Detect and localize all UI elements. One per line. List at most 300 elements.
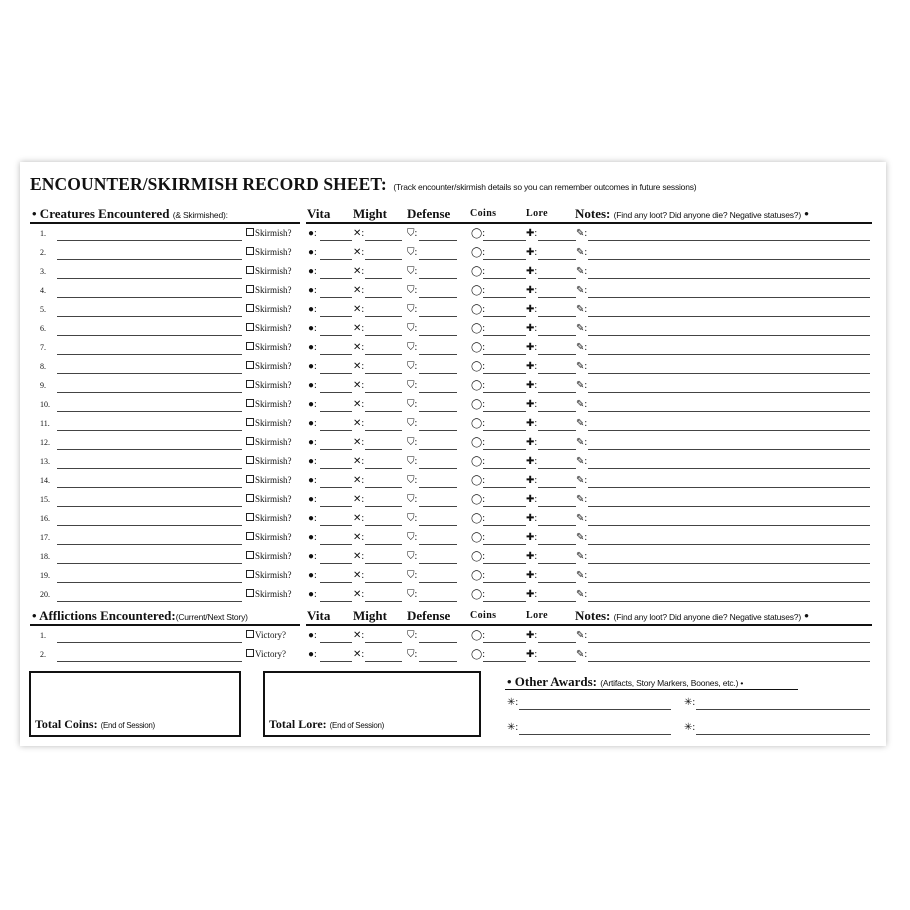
checkbox-label: Skirmish? bbox=[255, 532, 292, 542]
cross-icon: ✚: bbox=[526, 589, 538, 600]
defense-line bbox=[419, 316, 457, 317]
name-field[interactable] bbox=[57, 582, 242, 583]
shield-icon: ⛉: bbox=[407, 285, 418, 296]
might-line bbox=[365, 411, 402, 412]
row-number: 10. bbox=[40, 400, 50, 409]
skirmish-checkbox[interactable] bbox=[246, 513, 292, 523]
vita-line bbox=[320, 430, 352, 431]
cross-icon: ✚: bbox=[526, 380, 538, 391]
coin-icon: ◯: bbox=[471, 513, 485, 524]
cross-icon: ✚: bbox=[526, 285, 538, 296]
might-line bbox=[365, 468, 402, 469]
checkbox-label: Skirmish? bbox=[255, 266, 292, 276]
cross-icon: ✚: bbox=[526, 475, 538, 486]
creatures-header-note: (& Skirmished): bbox=[172, 210, 228, 220]
total-coins-text: Total Coins: bbox=[35, 717, 98, 731]
drop-icon: ●: bbox=[308, 475, 317, 486]
defense-line bbox=[419, 642, 457, 643]
drop-icon: ●: bbox=[308, 228, 317, 239]
lore-line bbox=[538, 297, 576, 298]
crossed-swords-icon: ✕: bbox=[353, 228, 365, 239]
row-number: 20. bbox=[40, 590, 50, 599]
creature-row bbox=[20, 283, 886, 302]
quill-icon: ✎: bbox=[576, 630, 588, 641]
shield-icon: ⛉: bbox=[407, 475, 418, 486]
checkbox-icon bbox=[246, 494, 254, 502]
checkbox-label: Skirmish? bbox=[255, 475, 292, 485]
cross-icon: ✚: bbox=[526, 570, 538, 581]
quill-icon: ✎: bbox=[576, 342, 588, 353]
name-field[interactable] bbox=[57, 297, 242, 298]
lore-line bbox=[538, 373, 576, 374]
afflictions-header-label: • Afflictions Encountered: bbox=[32, 608, 176, 623]
quill-icon: ✎: bbox=[576, 437, 588, 448]
checkbox-icon bbox=[246, 456, 254, 464]
quill-icon: ✎: bbox=[576, 532, 588, 543]
shield-icon: ⛉: bbox=[407, 456, 418, 467]
skirmish-checkbox[interactable] bbox=[246, 570, 292, 580]
shield-icon: ⛉: bbox=[407, 266, 418, 277]
checkbox-label: Victory? bbox=[255, 630, 286, 640]
defense-line bbox=[419, 506, 457, 507]
row-number: 2. bbox=[40, 650, 46, 659]
drop-icon: ●: bbox=[308, 361, 317, 372]
coin-icon: ◯: bbox=[471, 649, 485, 660]
might-line bbox=[365, 259, 402, 260]
cross-icon: ✚: bbox=[526, 399, 538, 410]
award-line bbox=[696, 734, 870, 735]
total-lore-note: (End of Session) bbox=[329, 721, 385, 730]
coins-line bbox=[483, 642, 526, 643]
notes-line bbox=[588, 240, 870, 241]
row-number: 16. bbox=[40, 514, 50, 523]
coin-icon: ◯: bbox=[471, 532, 485, 543]
notes-line bbox=[588, 335, 870, 336]
row-number: 1. bbox=[40, 631, 46, 640]
might-line bbox=[365, 601, 402, 602]
creature-row bbox=[20, 549, 886, 568]
crossed-swords-icon: ✕: bbox=[353, 456, 365, 467]
shield-icon: ⛉: bbox=[407, 323, 418, 334]
shield-icon: ⛉: bbox=[407, 589, 418, 600]
vita-line bbox=[320, 506, 352, 507]
coins-line bbox=[483, 430, 526, 431]
name-field[interactable] bbox=[57, 335, 242, 336]
quill-icon: ✎: bbox=[576, 475, 588, 486]
name-field[interactable] bbox=[57, 487, 242, 488]
checkbox-label: Skirmish? bbox=[255, 380, 292, 390]
checkbox-icon bbox=[246, 228, 254, 236]
cross-icon: ✚: bbox=[526, 551, 538, 562]
name-field[interactable] bbox=[57, 449, 242, 450]
coin-icon: ◯: bbox=[471, 456, 485, 467]
skirmish-checkbox[interactable] bbox=[246, 361, 292, 371]
defense-line bbox=[419, 582, 457, 583]
drop-icon: ●: bbox=[308, 532, 317, 543]
checkbox-icon bbox=[246, 551, 254, 559]
skirmish-checkbox[interactable] bbox=[246, 380, 292, 390]
crossed-swords-icon: ✕: bbox=[353, 323, 365, 334]
cross-icon: ✚: bbox=[526, 532, 538, 543]
coin-icon: ◯: bbox=[471, 418, 485, 429]
awards-header-label: • Other Awards: bbox=[507, 674, 598, 689]
drop-icon: ●: bbox=[308, 630, 317, 641]
coin-icon: ◯: bbox=[471, 551, 485, 562]
quill-icon: ✎: bbox=[576, 494, 588, 505]
might-line bbox=[365, 316, 402, 317]
quill-icon: ✎: bbox=[576, 323, 588, 334]
notes-line bbox=[588, 642, 870, 643]
might-line bbox=[365, 373, 402, 374]
award-line bbox=[519, 709, 671, 710]
name-field[interactable] bbox=[57, 316, 242, 317]
checkbox-icon bbox=[246, 513, 254, 521]
lore-line bbox=[538, 316, 576, 317]
notes-line bbox=[588, 373, 870, 374]
crossed-swords-icon: ✕: bbox=[353, 570, 365, 581]
coin-icon: ◯: bbox=[471, 475, 485, 486]
crossed-swords-icon: ✕: bbox=[353, 266, 365, 277]
checkbox-icon bbox=[246, 589, 254, 597]
notes-line bbox=[588, 506, 870, 507]
checkbox-label: Skirmish? bbox=[255, 494, 292, 504]
cross-icon: ✚: bbox=[526, 630, 538, 641]
creature-row bbox=[20, 416, 886, 435]
coins-line bbox=[483, 411, 526, 412]
skirmish-checkbox[interactable] bbox=[246, 399, 292, 409]
drop-icon: ●: bbox=[308, 418, 317, 429]
drop-icon: ●: bbox=[308, 570, 317, 581]
row-number: 15. bbox=[40, 495, 50, 504]
cross-icon: ✚: bbox=[526, 437, 538, 448]
star-icon: ✳: bbox=[684, 697, 696, 708]
creature-row bbox=[20, 435, 886, 454]
cross-icon: ✚: bbox=[526, 323, 538, 334]
notes-bullet: • bbox=[804, 206, 809, 221]
name-field[interactable] bbox=[57, 373, 242, 374]
crossed-swords-icon: ✕: bbox=[353, 304, 365, 315]
aff-col-vita: Vita bbox=[307, 608, 331, 623]
crossed-swords-icon: ✕: bbox=[353, 247, 365, 258]
crossed-swords-icon: ✕: bbox=[353, 380, 365, 391]
total-coins-note: (End of Session) bbox=[100, 721, 155, 730]
skirmish-checkbox[interactable] bbox=[246, 228, 292, 238]
creatures-rule bbox=[30, 222, 300, 224]
awards-header-note: (Artifacts, Story Markers, Boones, etc.) • bbox=[600, 678, 744, 688]
skirmish-checkbox[interactable] bbox=[246, 323, 292, 333]
drop-icon: ●: bbox=[308, 380, 317, 391]
checkbox-label: Skirmish? bbox=[255, 589, 292, 599]
cross-icon: ✚: bbox=[526, 304, 538, 315]
creature-row bbox=[20, 492, 886, 511]
drop-icon: ●: bbox=[308, 551, 317, 562]
vita-line bbox=[320, 316, 352, 317]
defense-line bbox=[419, 563, 457, 564]
coin-icon: ◯: bbox=[471, 399, 485, 410]
might-line bbox=[365, 544, 402, 545]
coin-icon: ◯: bbox=[471, 228, 485, 239]
might-line bbox=[365, 661, 402, 662]
row-number: 3. bbox=[40, 267, 46, 276]
checkbox-label: Skirmish? bbox=[255, 247, 292, 257]
checkbox-label: Skirmish? bbox=[255, 228, 292, 238]
shield-icon: ⛉: bbox=[407, 630, 418, 641]
row-number: 13. bbox=[40, 457, 50, 466]
notes-line bbox=[588, 468, 870, 469]
coin-icon: ◯: bbox=[471, 266, 485, 277]
checkbox-icon bbox=[246, 323, 254, 331]
defense-line bbox=[419, 297, 457, 298]
name-field[interactable] bbox=[57, 392, 242, 393]
lore-line bbox=[538, 278, 576, 279]
victory-checkbox[interactable] bbox=[246, 649, 286, 659]
vita-line bbox=[320, 259, 352, 260]
coin-icon: ◯: bbox=[471, 437, 485, 448]
lore-line bbox=[538, 544, 576, 545]
creature-row bbox=[20, 340, 886, 359]
might-line bbox=[365, 240, 402, 241]
name-field[interactable] bbox=[57, 661, 242, 662]
skirmish-checkbox[interactable] bbox=[246, 285, 292, 295]
quill-icon: ✎: bbox=[576, 247, 588, 258]
cross-icon: ✚: bbox=[526, 228, 538, 239]
quill-icon: ✎: bbox=[576, 551, 588, 562]
notes-line bbox=[588, 430, 870, 431]
cross-icon: ✚: bbox=[526, 649, 538, 660]
row-number: 12. bbox=[40, 438, 50, 447]
vita-line bbox=[320, 354, 352, 355]
shield-icon: ⛉: bbox=[407, 551, 418, 562]
col-lore: Lore bbox=[526, 208, 548, 219]
notes-line bbox=[588, 259, 870, 260]
defense-line bbox=[419, 392, 457, 393]
notes-line bbox=[588, 525, 870, 526]
col-vita: Vita bbox=[307, 206, 331, 221]
might-line bbox=[365, 582, 402, 583]
checkbox-icon bbox=[246, 649, 254, 657]
row-number: 1. bbox=[40, 229, 46, 238]
total-lore-box[interactable] bbox=[263, 671, 481, 737]
skirmish-checkbox[interactable] bbox=[246, 342, 292, 352]
creature-row bbox=[20, 587, 886, 606]
row-number: 6. bbox=[40, 324, 46, 333]
defense-line bbox=[419, 278, 457, 279]
cross-icon: ✚: bbox=[526, 513, 538, 524]
checkbox-label: Skirmish? bbox=[255, 418, 292, 428]
name-field[interactable] bbox=[57, 601, 242, 602]
skirmish-checkbox[interactable] bbox=[246, 437, 292, 447]
crossed-swords-icon: ✕: bbox=[353, 513, 365, 524]
drop-icon: ●: bbox=[308, 589, 317, 600]
vita-line bbox=[320, 449, 352, 450]
skirmish-checkbox[interactable] bbox=[246, 304, 292, 314]
name-field[interactable] bbox=[57, 240, 242, 241]
columns-rule bbox=[306, 222, 872, 224]
name-field[interactable] bbox=[57, 506, 242, 507]
aff-col-coins: Coins bbox=[470, 610, 497, 621]
aff-col-defense: Defense bbox=[407, 608, 451, 623]
name-field[interactable] bbox=[57, 468, 242, 469]
skirmish-checkbox[interactable] bbox=[246, 456, 292, 466]
row-number: 4. bbox=[40, 286, 46, 295]
quill-icon: ✎: bbox=[576, 228, 588, 239]
coin-icon: ◯: bbox=[471, 589, 485, 600]
crossed-swords-icon: ✕: bbox=[353, 551, 365, 562]
checkbox-label: Skirmish? bbox=[255, 285, 292, 295]
crossed-swords-icon: ✕: bbox=[353, 532, 365, 543]
notes-line bbox=[588, 449, 870, 450]
awards-rule bbox=[505, 689, 798, 690]
crossed-swords-icon: ✕: bbox=[353, 342, 365, 353]
might-line bbox=[365, 430, 402, 431]
might-line bbox=[365, 487, 402, 488]
shield-icon: ⛉: bbox=[407, 437, 418, 448]
checkbox-icon bbox=[246, 475, 254, 483]
shield-icon: ⛉: bbox=[407, 532, 418, 543]
star-icon: ✳: bbox=[507, 697, 519, 708]
skirmish-checkbox[interactable] bbox=[246, 418, 292, 428]
name-field[interactable] bbox=[57, 544, 242, 545]
coins-line bbox=[483, 297, 526, 298]
checkbox-icon bbox=[246, 399, 254, 407]
defense-line bbox=[419, 373, 457, 374]
defense-line bbox=[419, 335, 457, 336]
shield-icon: ⛉: bbox=[407, 228, 418, 239]
creature-row bbox=[20, 530, 886, 549]
checkbox-label: Skirmish? bbox=[255, 342, 292, 352]
shield-icon: ⛉: bbox=[407, 494, 418, 505]
lore-line bbox=[538, 449, 576, 450]
vita-line bbox=[320, 297, 352, 298]
checkbox-icon bbox=[246, 285, 254, 293]
defense-line bbox=[419, 601, 457, 602]
name-field[interactable] bbox=[57, 259, 242, 260]
coins-line bbox=[483, 544, 526, 545]
quill-icon: ✎: bbox=[576, 570, 588, 581]
lore-line bbox=[538, 240, 576, 241]
cross-icon: ✚: bbox=[526, 456, 538, 467]
coins-line bbox=[483, 487, 526, 488]
name-field[interactable] bbox=[57, 278, 242, 279]
quill-icon: ✎: bbox=[576, 304, 588, 315]
shield-icon: ⛉: bbox=[407, 380, 418, 391]
lore-line bbox=[538, 259, 576, 260]
lore-line bbox=[538, 582, 576, 583]
aff-notes-hint: (Find any loot? Did anyone die? Negative statuses?) bbox=[613, 612, 801, 622]
drop-icon: ●: bbox=[308, 285, 317, 296]
name-field[interactable] bbox=[57, 411, 242, 412]
checkbox-label: Skirmish? bbox=[255, 456, 292, 466]
shield-icon: ⛉: bbox=[407, 418, 418, 429]
vita-line bbox=[320, 661, 352, 662]
vita-line bbox=[320, 468, 352, 469]
drop-icon: ●: bbox=[308, 456, 317, 467]
aff-notes-label: Notes: bbox=[575, 608, 611, 623]
coins-line bbox=[483, 335, 526, 336]
skirmish-checkbox[interactable] bbox=[246, 532, 292, 542]
notes-line bbox=[588, 354, 870, 355]
award-line bbox=[519, 734, 671, 735]
cross-icon: ✚: bbox=[526, 342, 538, 353]
shield-icon: ⛉: bbox=[407, 342, 418, 353]
quill-icon: ✎: bbox=[576, 380, 588, 391]
afflictions-header-note: (Current/Next Story) bbox=[175, 612, 248, 622]
vita-line bbox=[320, 544, 352, 545]
crossed-swords-icon: ✕: bbox=[353, 418, 365, 429]
coins-line bbox=[483, 525, 526, 526]
creature-row bbox=[20, 568, 886, 587]
notes-line bbox=[588, 487, 870, 488]
defense-line bbox=[419, 449, 457, 450]
defense-line bbox=[419, 411, 457, 412]
skirmish-checkbox[interactable] bbox=[246, 551, 292, 561]
drop-icon: ●: bbox=[308, 513, 317, 524]
coins-line bbox=[483, 354, 526, 355]
crossed-swords-icon: ✕: bbox=[353, 494, 365, 505]
checkbox-label: Skirmish? bbox=[255, 570, 292, 580]
lore-line bbox=[538, 487, 576, 488]
shield-icon: ⛉: bbox=[407, 304, 418, 315]
skirmish-checkbox[interactable] bbox=[246, 247, 292, 257]
checkbox-icon bbox=[246, 570, 254, 578]
coin-icon: ◯: bbox=[471, 285, 485, 296]
name-field[interactable] bbox=[57, 563, 242, 564]
coin-icon: ◯: bbox=[471, 494, 485, 505]
total-coins-box[interactable] bbox=[29, 671, 241, 737]
row-number: 8. bbox=[40, 362, 46, 371]
name-field[interactable] bbox=[57, 430, 242, 431]
creature-row bbox=[20, 378, 886, 397]
name-field[interactable] bbox=[57, 354, 242, 355]
coins-line bbox=[483, 661, 526, 662]
creature-row bbox=[20, 302, 886, 321]
row-number: 2. bbox=[40, 248, 46, 257]
checkbox-label: Skirmish? bbox=[255, 513, 292, 523]
aff-col-notes bbox=[575, 608, 809, 624]
skirmish-checkbox[interactable] bbox=[246, 494, 292, 504]
vita-line bbox=[320, 392, 352, 393]
quill-icon: ✎: bbox=[576, 589, 588, 600]
might-line bbox=[365, 278, 402, 279]
aff-columns-rule bbox=[306, 624, 872, 626]
vita-line bbox=[320, 563, 352, 564]
quill-icon: ✎: bbox=[576, 456, 588, 467]
skirmish-checkbox[interactable] bbox=[246, 475, 292, 485]
afflictions-header bbox=[32, 608, 248, 624]
row-number: 7. bbox=[40, 343, 46, 352]
coins-line bbox=[483, 468, 526, 469]
skirmish-checkbox[interactable] bbox=[246, 589, 292, 599]
notes-line bbox=[588, 278, 870, 279]
coins-line bbox=[483, 582, 526, 583]
shield-icon: ⛉: bbox=[407, 247, 418, 258]
quill-icon: ✎: bbox=[576, 418, 588, 429]
name-field[interactable] bbox=[57, 642, 242, 643]
victory-checkbox[interactable] bbox=[246, 630, 286, 640]
quill-icon: ✎: bbox=[576, 513, 588, 524]
name-field[interactable] bbox=[57, 525, 242, 526]
might-line bbox=[365, 354, 402, 355]
lore-line bbox=[538, 661, 576, 662]
cross-icon: ✚: bbox=[526, 361, 538, 372]
col-defense: Defense bbox=[407, 206, 451, 221]
defense-line bbox=[419, 661, 457, 662]
checkbox-label: Skirmish? bbox=[255, 551, 292, 561]
quill-icon: ✎: bbox=[576, 649, 588, 660]
coins-line bbox=[483, 506, 526, 507]
skirmish-checkbox[interactable] bbox=[246, 266, 292, 276]
might-line bbox=[365, 392, 402, 393]
